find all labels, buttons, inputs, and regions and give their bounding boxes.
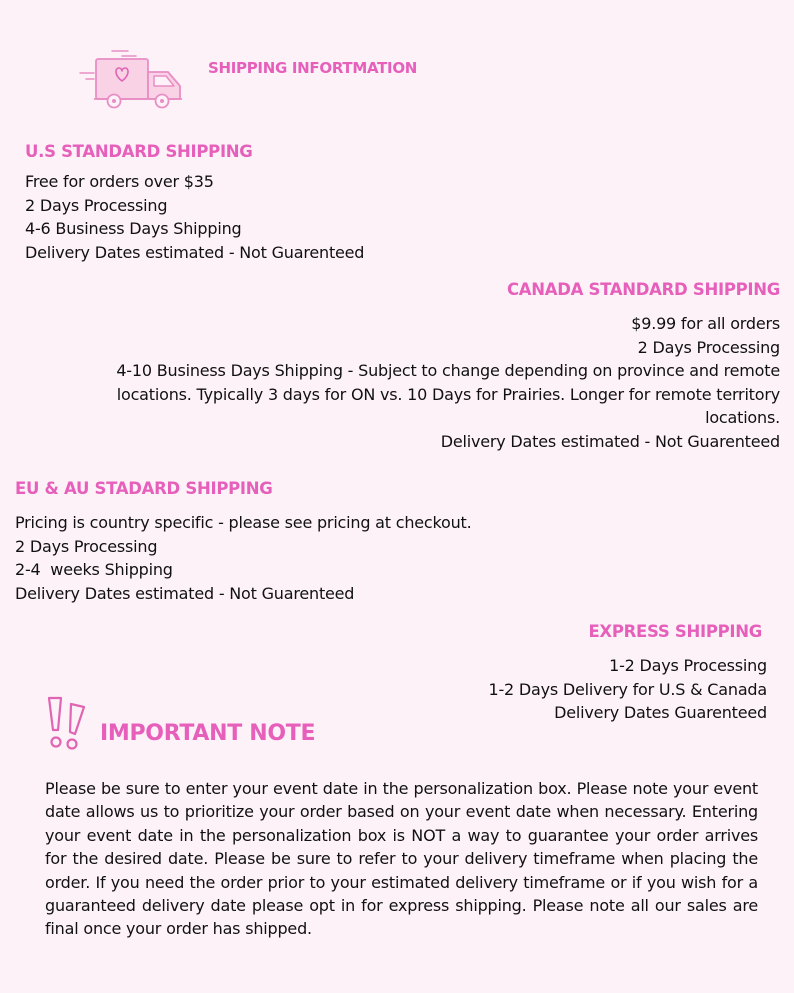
canada-line: 4-10 Business Days Shipping - Subject to change depending on province and remote (116, 361, 780, 380)
express-section-body (488, 654, 767, 725)
page-title: SHIPPING INFORTMATION (208, 59, 418, 77)
us-section-title: U.S STANDARD SHIPPING (25, 142, 253, 161)
eu-au-line: Delivery Dates estimated - Not Guarenteed (15, 583, 355, 603)
exclamation-marks-icon (44, 694, 90, 754)
eu-au-section-body (15, 511, 472, 605)
canada-line: 2 Days Processing (637, 337, 780, 357)
delivery-truck-icon (76, 46, 186, 110)
eu-au-line: 2 Days Processing (15, 536, 158, 556)
canada-line: $9.99 for all orders (631, 314, 780, 333)
exclamation-icon-wrapper (44, 694, 90, 754)
express-line: 1-2 Days Delivery for U.S & Canada (488, 679, 767, 699)
eu-au-line: 2-4 weeks Shipping (15, 560, 173, 579)
express-line: Delivery Dates Guarenteed (554, 703, 767, 722)
express-section-title: EXPRESS SHIPPING (588, 622, 762, 641)
truck-icon-wrapper (76, 46, 186, 110)
important-note-title: IMPORTANT NOTE (100, 721, 316, 746)
us-line: Free for orders over $35 (25, 172, 214, 191)
eu-au-section-title: EU & AU STADARD SHIPPING (15, 479, 273, 498)
us-section-body (25, 170, 364, 264)
us-line: Delivery Dates estimated - Not Guarenteed (25, 242, 365, 262)
canada-line: locations. Typically 3 days for ON vs. 10 Days for Prairies. Longer for remote territory (116, 384, 780, 404)
canada-section-title: CANADA STANDARD SHIPPING (506, 280, 780, 299)
express-line: 1-2 Days Processing (609, 656, 767, 675)
eu-au-line: Pricing is country specific - please see pricing at checkout. (15, 513, 472, 532)
canada-line: Delivery Dates estimated - Not Guarenteed (440, 431, 780, 451)
us-line: 4-6 Business Days Shipping (25, 219, 242, 238)
canada-section-body (40, 312, 780, 453)
us-line: 2 Days Processing (25, 195, 168, 215)
important-note-text: Please be sure to enter your event date in the personalization box. Please note your event date allows us to prioritize your order based on your event date when necessary. Entering your event date in the personalization box is NOT a way to guarantee your order arrives for the desired date. Please be sure to refer to your delivery timeframe when placing the order. If you need the order prior to your estimated delivery timeframe or if you wish for a guaranteed delivery date please opt in for express shipping. Please note all our sales are final once your order has shipped. (45, 779, 758, 939)
canada-line: locations. (705, 408, 780, 427)
